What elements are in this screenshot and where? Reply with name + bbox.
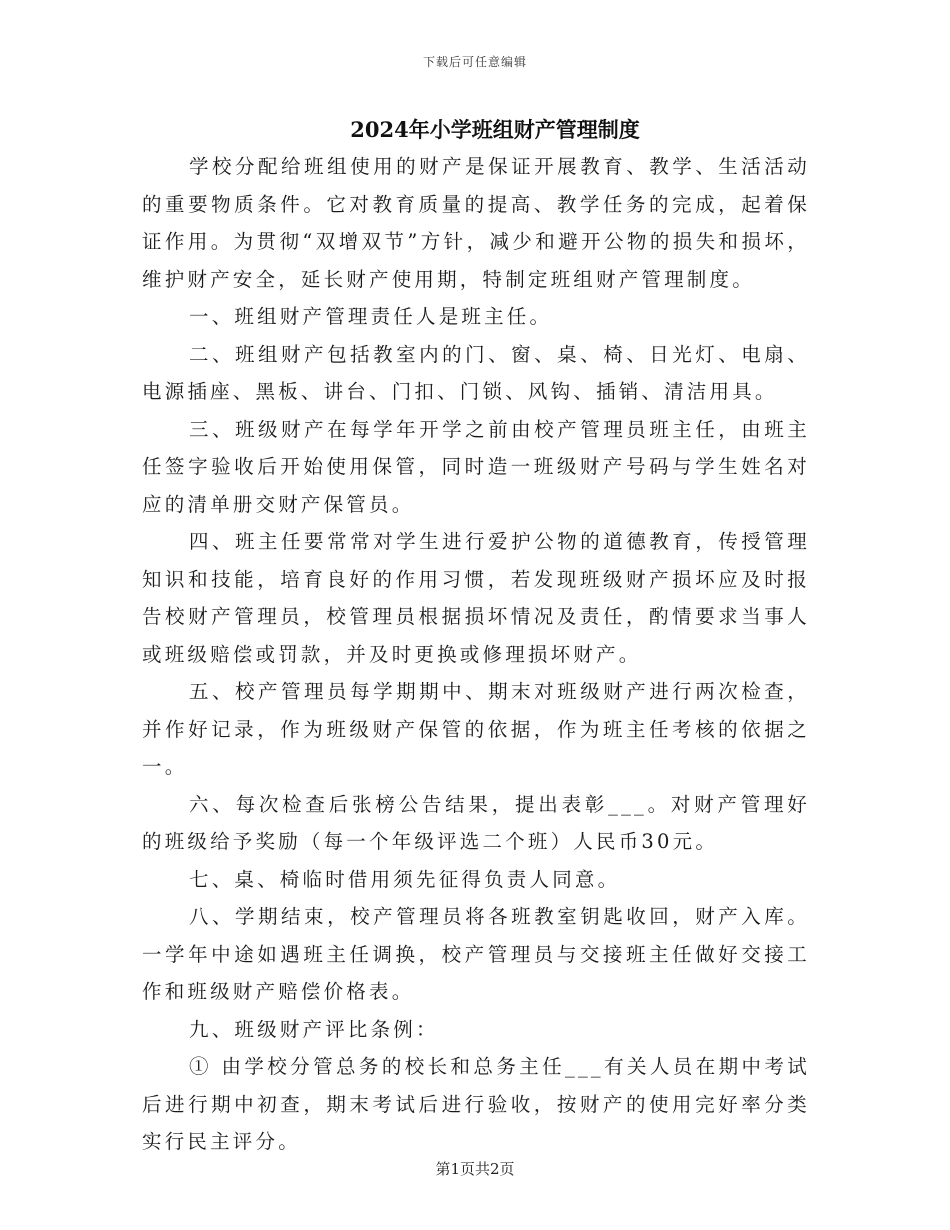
download-note: 下载后可任意编辑	[422, 55, 527, 69]
rule-8-paragraph: 八、学期结束，校产管理员将各班教室钥匙收回，财产入库。一学年中途如遇班主任调换，校产管理员与交接班主任做好交接工作和班级财产赔偿价格表。	[142, 905, 810, 1003]
rule-9-paragraph: 九、班级财产评比条例：	[189, 1017, 439, 1041]
rule-5-paragraph: 五、校产管理员每学期期中、期末对班级财产进行两次检查，并作好记录，作为班级财产保管的依据，作为班主任考核的依据之一。	[142, 680, 810, 778]
intro-paragraph: 学校分配给班组使用的财产是保证开展教育、教学、生活活动的重要物质条件。它对教育质量的提高、教学任务的完成，起着保证作用。为贯彻“双增双节”方针，减少和避开公物的损失和损坏，维护财产安全，延长财产使用期，特制定班组财产管理制度。	[142, 155, 810, 291]
document-title: 2024年小学班组财产管理制度	[350, 117, 640, 142]
rule-6-paragraph: 六、每次检查后张榜公告结果，提出表彰___。对财产管理好的班级给予奖励（每一个年级评选二个班）人民币30元。	[142, 792, 810, 853]
rule-3-paragraph: 三、班级财产在每学年开学之前由校产管理员班主任，由班主任签字验收后开始使用保管，同时造一班级财产号码与学生姓名对应的清单册交财产保管员。	[142, 417, 810, 516]
page-number: 第1页共2页	[435, 1160, 515, 1178]
rule-2-paragraph: 二、班组财产包括教室内的门、窗、桌、椅、日光灯、电扇、电源插座、黑板、讲台、门扣、门锁、风钩、插销、清洁用具。	[142, 342, 810, 403]
document-body	[142, 148, 810, 1161]
rule-4-paragraph: 四、班主任要常常对学生进行爱护公物的道德教育，传授管理知识和技能，培育良好的作用习惯，若发现班级财产损坏应及时报告校财产管理员，校管理员根据损坏情况及责任，酌情要求当事人或班级赔偿或罚款，并及时更换或修理损坏财产。	[142, 530, 810, 666]
rule-1-paragraph: 一、班组财产管理责任人是班主任。	[189, 305, 553, 328]
rule-9-item-1-paragraph: ① 由学校分管总务的校长和总务主任___有关人员在期中考试后进行期中初查，期末考试后进行验收，按财产的使用完好率分类实行民主评分。	[142, 1055, 810, 1153]
rule-7-paragraph: 七、桌、椅临时借用须先征得负责人同意。	[189, 867, 621, 891]
